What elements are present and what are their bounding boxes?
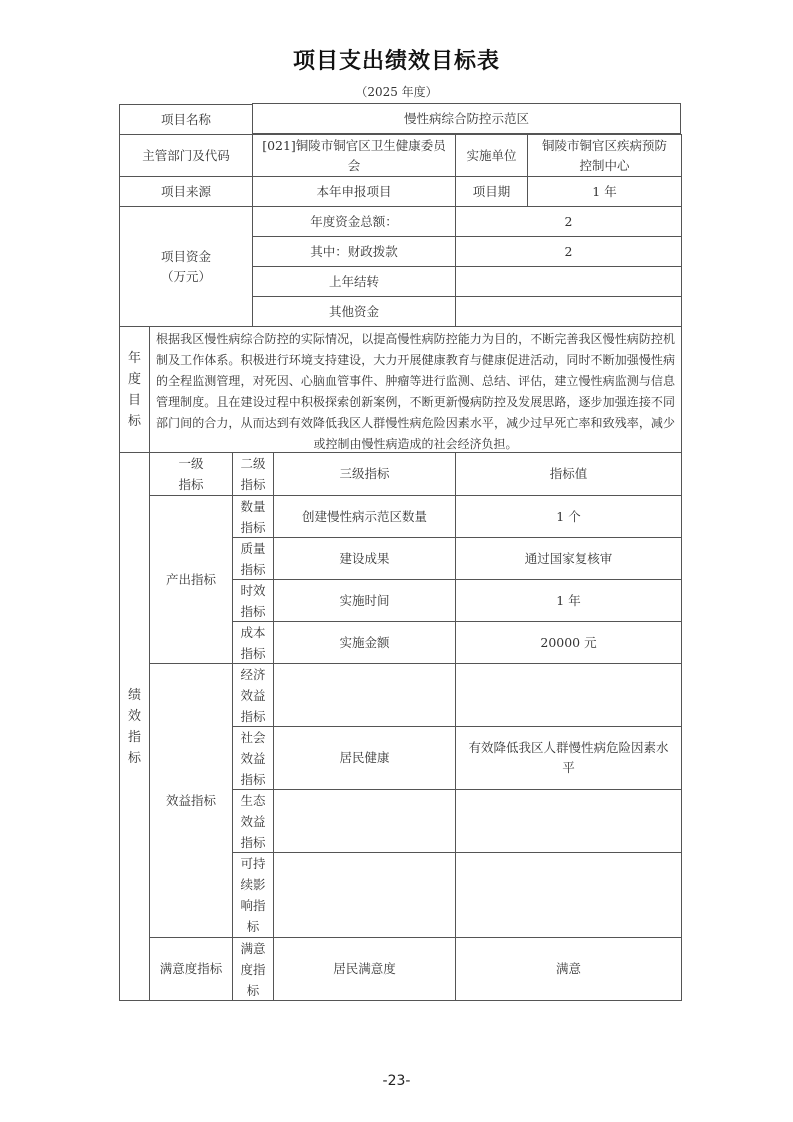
indicator-level3: 实施金额 <box>273 621 456 664</box>
indicator-level3: 创建慢性病示范区数量 <box>273 495 456 538</box>
indicator-level3: 居民满意度 <box>273 937 456 1001</box>
source-label: 项目来源 <box>119 176 253 207</box>
period-label: 项目期 <box>455 176 528 207</box>
page-number: -23- <box>382 1073 411 1089</box>
funding-label-line2: （万元） <box>160 268 211 284</box>
indicator-level2: 成本指标 <box>232 621 274 664</box>
page-subtitle: （2025 年度） <box>355 85 438 99</box>
indicator-value <box>455 852 682 938</box>
indicator-level2: 数量指标 <box>232 495 274 538</box>
funding-label-line1: 项目资金 <box>160 248 211 264</box>
annual-goal-label: 年度目标 <box>119 326 150 453</box>
indicator-level2: 经济效益指标 <box>232 663 274 727</box>
funding-label <box>119 206 253 327</box>
group-level1-benefit: 效益指标 <box>149 663 233 938</box>
funding-row-label: 其他资金 <box>252 296 456 327</box>
dept-value: [021]铜陵市铜官区卫生健康委员会 <box>252 134 456 177</box>
project-name-label: 项目名称 <box>119 104 253 135</box>
header-level3: 三级指标 <box>273 452 456 496</box>
funding-row-value <box>455 296 682 327</box>
funding-row-label: 年度资金总额： <box>252 206 456 237</box>
group-level1-output: 产出指标 <box>149 495 233 664</box>
indicator-level3 <box>273 852 456 938</box>
impl-unit-label: 实施单位 <box>455 134 528 177</box>
indicator-level3 <box>273 789 456 853</box>
indicator-level3: 居民健康 <box>273 726 456 790</box>
period-value: 1 年 <box>527 176 682 207</box>
annual-goal-paragraph: 根据我区慢性病综合防控的实际情况，以提高慢性病防控能力为目的，不断完善我区慢性病防控机制及工作体系。积极进行环境支持建设，大力开展健康教育与健康促进活动，同时不断加强慢性病的全程监测管理，对死因、心脑血管事件、肿瘤等进行监测、总结、评估，建立慢性病监测与信息管理制度。且在建设过程中积极探索创新案例，不断更新慢病防控及发展思路，逐步加强连接不同部门间的合力，从而达到有效降低我区人群慢性病危险因素水平，减少过早死亡率和致残率，减少或控制由慢性病造成的社会经济负担。 <box>156 332 675 451</box>
indicator-value: 满意 <box>455 937 682 1001</box>
page-title: 项目支出绩效目标表 <box>292 49 500 74</box>
indicator-value: 1 个 <box>455 495 682 538</box>
funding-row-label: 其中：财政拨款 <box>252 236 456 267</box>
funding-row-value: 2 <box>455 206 682 237</box>
indicator-value <box>455 663 682 727</box>
indicator-value: 20000 元 <box>455 621 682 664</box>
dept-label: 主管部门及代码 <box>119 134 253 177</box>
indicator-level3: 建设成果 <box>273 537 456 580</box>
funding-row-value: 2 <box>455 236 682 267</box>
indicator-level3 <box>273 663 456 727</box>
header-level2: 二级指标 <box>232 452 274 496</box>
indicator-level2: 可持续影响指标 <box>232 852 274 938</box>
indicators-label: 绩效指标 <box>119 452 150 1001</box>
header-level1: 一级指标 <box>149 452 233 496</box>
source-value: 本年申报项目 <box>252 176 456 207</box>
indicator-value: 有效降低我区人群慢性病危险因素水平 <box>455 726 682 790</box>
indicator-level2: 生态效益指标 <box>232 789 274 853</box>
indicator-value: 通过国家复核审 <box>455 537 682 580</box>
funding-row-value <box>455 266 682 297</box>
indicator-value: 1 年 <box>455 579 682 622</box>
indicator-level2: 时效指标 <box>232 579 274 622</box>
annual-goal-text <box>149 326 682 453</box>
funding-row-label: 上年结转 <box>252 266 456 297</box>
impl-unit-value: 铜陵市铜官区疾病预防控制中心 <box>527 134 682 177</box>
group-level1-satisfaction: 满意度指标 <box>149 937 233 1001</box>
indicator-level3: 实施时间 <box>273 579 456 622</box>
indicator-value <box>455 789 682 853</box>
project-name-value: 慢性病综合防控示范区 <box>252 103 681 134</box>
indicator-level2: 社会效益指标 <box>232 726 274 790</box>
indicator-level2: 质量指标 <box>232 537 274 580</box>
header-value: 指标值 <box>455 452 682 496</box>
indicator-level2: 满意度指标 <box>232 937 274 1001</box>
